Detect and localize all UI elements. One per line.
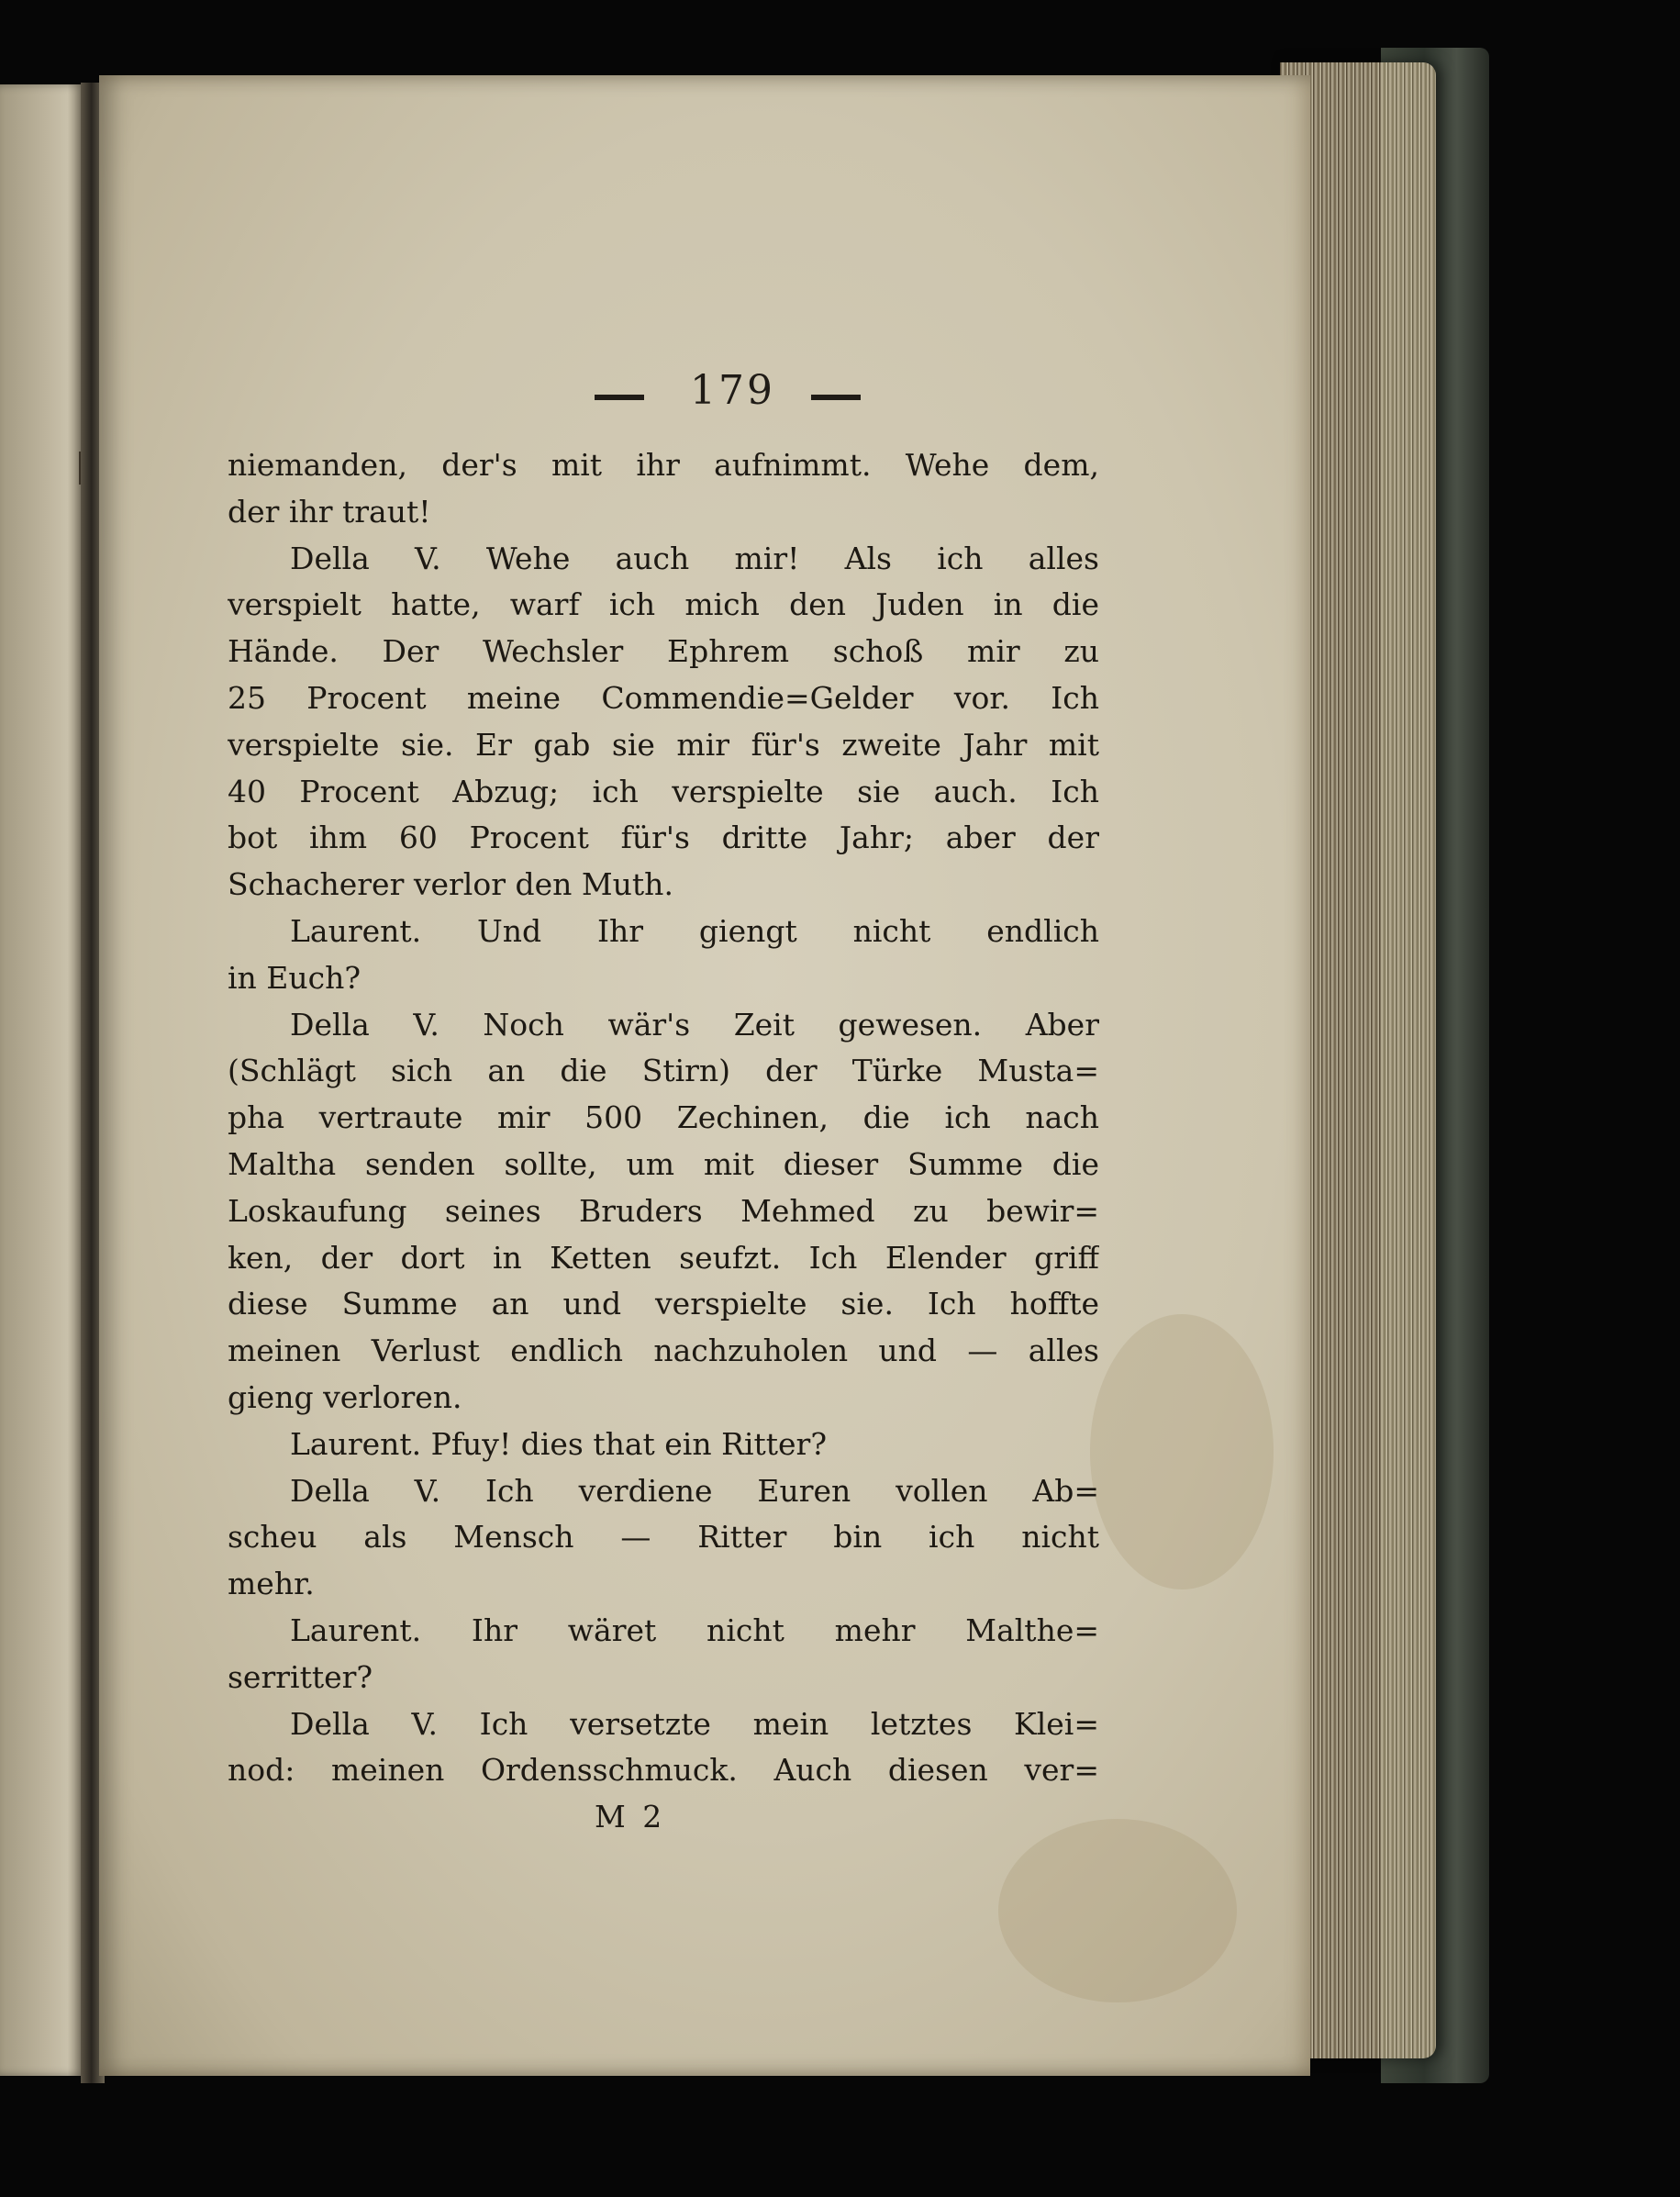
text-line: der ihr traut!	[228, 493, 431, 530]
text-line: verspielt hatte, warf ich mich den Juden in die	[228, 586, 1099, 623]
text-line: verspielte sie. Er gab sie mir für's zweite Jahr mit	[228, 726, 1099, 763]
text-line: Della V. Ich verdiene Euren vollen Ab=	[290, 1472, 1099, 1509]
text-line: diese Summe an und verspielte sie. Ich hoffte	[228, 1286, 1099, 1322]
text-line: meinen Verlust endlich nachzuholen und — alles	[228, 1333, 1099, 1369]
text-line: Della V. Noch wär's Zeit gewesen. Aber	[290, 1006, 1099, 1043]
text-line: Laurent. Ihr wäret nicht mehr Malthe=	[290, 1612, 1099, 1648]
header-dash-right	[811, 395, 861, 400]
text-line: Della V. Ich versetzte mein letztes Klei=	[290, 1705, 1099, 1742]
page-number: 179	[690, 367, 775, 414]
text-line: mehr.	[228, 1566, 315, 1602]
text-line: (Schlägt sich an die Stirn) der Türke Musta=	[228, 1053, 1099, 1089]
text-line: Della V. Wehe auch mir! Als ich alles	[290, 540, 1099, 576]
text-line: Schacherer verlor den Muth.	[228, 866, 673, 903]
page-header	[595, 367, 870, 422]
header-dash-left	[595, 395, 644, 400]
text-line: 40 Procent Abzug; ich verspielte sie auch. Ich	[228, 773, 1099, 809]
text-line: Laurent. Und Ihr giengt nicht endlich	[290, 912, 1099, 949]
age-stain	[1090, 1314, 1274, 1589]
text-line: in Euch?	[228, 959, 362, 996]
text-line: Maltha senden sollte, um mit dieser Summe die	[228, 1145, 1099, 1182]
text-line: 25 Procent meine Commendie=Gelder vor. Ich	[228, 679, 1099, 716]
text-line: Laurent. Pfuy! dies that ein Ritter?	[290, 1425, 828, 1462]
text-line: scheu als Mensch — Ritter bin ich nicht	[228, 1519, 1099, 1556]
body-text	[228, 442, 1099, 1794]
text-line: niemanden, der's mit ihr aufnimmt. Wehe dem,	[228, 447, 1099, 483]
text-line: gieng verloren.	[228, 1378, 462, 1415]
text-line: Hände. Der Wechsler Ephrem schoß mir zu	[228, 633, 1099, 670]
text-line: ken, der dort in Ketten seufzt. Ich Elender griff	[228, 1239, 1099, 1276]
signature-mark: M 2	[595, 1799, 666, 1835]
book-page	[99, 75, 1310, 2076]
text-line: bot ihm 60 Procent für's dritte Jahr; aber der	[228, 820, 1099, 856]
text-line: pha vertraute mir 500 Zechinen, die ich nach	[228, 1099, 1099, 1136]
age-stain	[998, 1819, 1237, 2002]
left-page-edge	[0, 84, 84, 2076]
text-line: Loskaufung seines Bruders Mehmed zu bewir=	[228, 1192, 1099, 1229]
text-line: nod: meinen Ordensschmuck. Auch diesen ver=	[228, 1752, 1099, 1789]
text-line: serritter?	[228, 1658, 373, 1695]
